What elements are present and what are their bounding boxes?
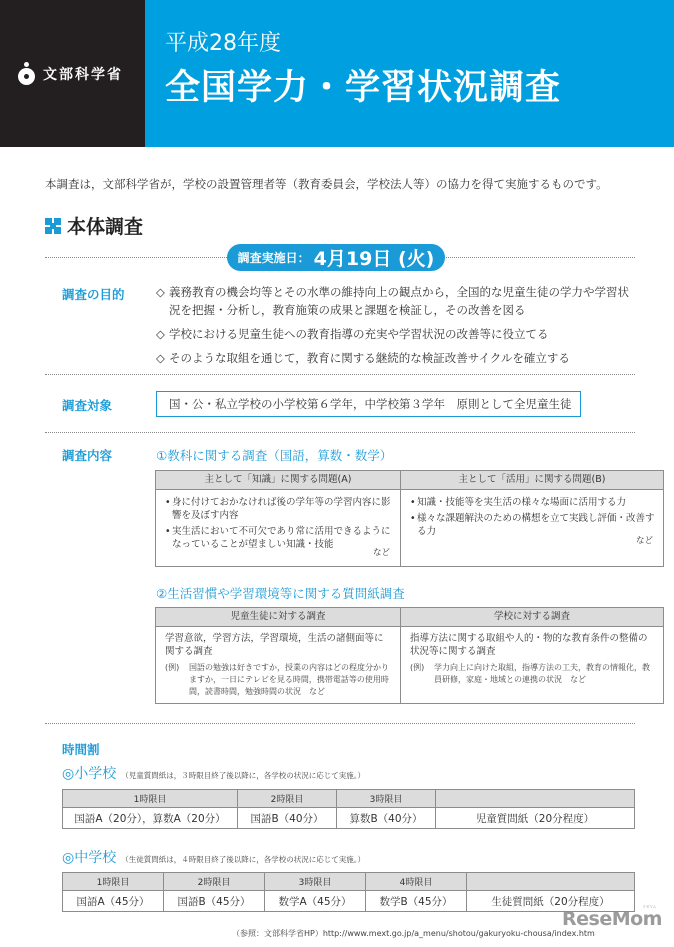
list-item: • 実生活において不可欠であり常に活用できるようになっていることが望ましい知識・技能 <box>165 526 391 550</box>
period-header: 4時限目 <box>366 873 467 891</box>
period-header: 2時限目 <box>164 873 265 891</box>
diamond-bullet-icon: ◇ <box>156 285 165 299</box>
divider <box>45 432 635 433</box>
mext-logo <box>0 0 145 147</box>
column-header: 主として「知識」に関する問題(A) <box>156 471 400 490</box>
purpose-list <box>156 283 636 373</box>
subject-survey-table <box>155 470 664 567</box>
table-column <box>400 608 663 703</box>
title-banner <box>145 0 674 147</box>
period-header: 3時限目 <box>265 873 366 891</box>
period-cell: 国語B（45分） <box>164 891 265 912</box>
example-text: 学力向上に向けた取組，指導方法の工夫，教育の情報化，教員研修，家庭・地域との連携の状況 など <box>434 663 650 684</box>
table-column <box>156 471 400 566</box>
intro-text: 本調査は，文部科学省が，学校の設置管理者等（教育委員会，学校法人等）の協力を得て実施するものです。 <box>45 177 608 191</box>
etc-suffix: など <box>635 536 653 546</box>
survey-description: 指導方法に関する取組や人的・物的な教育条件の整備の状況等に関する調査 <box>410 633 648 657</box>
purpose-label: 調査の目的 <box>62 287 125 302</box>
divider <box>45 374 635 375</box>
period-cell: 児童質問紙（20分程度） <box>436 808 635 829</box>
subject-survey-title: ①教科に関する調査（国語，算数・数学） <box>156 448 393 463</box>
elementary-timetable <box>62 789 635 829</box>
table-row <box>63 808 635 829</box>
period-header: 1時限目 <box>63 873 164 891</box>
divider <box>45 723 635 724</box>
junior-high-note: （生徒質問紙は，４時限目終了後以降に，各学校の状況に応じて実施。） <box>121 855 365 864</box>
period-header <box>436 790 635 808</box>
mext-emblem-icon <box>18 62 36 86</box>
column-header: 児童生徒に対する調査 <box>156 608 400 627</box>
questionnaire-title: ②生活習慣や学習環境等に関する質問紙調査 <box>156 586 405 601</box>
timetable-title: 時間割 <box>62 742 100 757</box>
elementary-heading <box>62 763 365 783</box>
period-cell: 数学B（45分） <box>366 891 467 912</box>
period-cell: 数学A（45分） <box>265 891 366 912</box>
list-item-text: 身に付けておかなければ後の学年等の学習内容に影響を及ぼす内容 <box>172 497 391 521</box>
column-header: 主として「活用」に関する問題(B) <box>401 471 663 490</box>
list-item-text: 実生活において不可欠であり常に活用できるようになっていることが望ましい知識・技能 <box>172 526 391 550</box>
purpose-item <box>156 349 636 367</box>
target-label: 調査対象 <box>62 398 113 413</box>
column-header: 学校に対する調査 <box>401 608 663 627</box>
diamond-bullet-icon: ◇ <box>156 351 165 365</box>
logo-text: 文部科学省 <box>43 66 123 83</box>
watermark-text: ReseMom <box>562 908 662 930</box>
section-title: 本体調査 <box>67 216 144 238</box>
example-label: (例) <box>410 663 425 672</box>
reference-link[interactable]: （参照：文部科学省HP）http://www.mext.go.jp/a_menu/shotou/gakuryoku-chousa/index.htm <box>232 929 595 938</box>
column-body <box>401 490 663 566</box>
purpose-item <box>156 283 636 319</box>
title-year: 平成28年度 <box>165 31 281 56</box>
elementary-note: （児童質問紙は，３時限目終了後以降に，各学校の状況に応じて実施。） <box>121 771 365 780</box>
table-column <box>156 608 400 703</box>
etc-suffix: など <box>372 548 390 558</box>
table-row <box>63 891 635 912</box>
period-header: 1時限目 <box>63 790 238 808</box>
date-label: 調査実施日： <box>237 251 310 265</box>
list-item-text: 知識・技能等を実生活の様々な場面に活用する力 <box>417 497 627 508</box>
junior-high-heading <box>62 847 365 867</box>
period-header: 3時限目 <box>337 790 436 808</box>
table-header-row <box>63 790 635 808</box>
page-title: 全国学力・学習状況調査 <box>165 68 562 108</box>
column-body <box>156 627 400 703</box>
period-cell: 国語A（20分），算数A（20分） <box>63 808 238 829</box>
list-item: • 知識・技能等を実生活の様々な場面に活用する力 <box>410 497 627 508</box>
page-header <box>0 0 674 147</box>
period-cell: 国語A（45分） <box>63 891 164 912</box>
list-item: • 様々な課題解決のための構想を立て実践し評価・改善する力 <box>410 513 655 537</box>
purpose-text: 義務教育の機会均等とその水準の維持向上の観点から，全国的な児童生徒の学力や学習状況を把握・分析し，教育施策の成果と課題を検証し，その改善を図る <box>169 285 629 317</box>
junior-high-timetable <box>62 872 635 912</box>
purpose-text: そのような取組を通じて，教育に関する継続的な検証改善サイクルを確立する <box>169 351 570 365</box>
content-label: 調査内容 <box>62 448 113 463</box>
date-value: 4月19日 (火) <box>313 248 435 270</box>
example <box>165 662 392 698</box>
section-heading <box>45 212 143 239</box>
watermark-kana: リセマム <box>642 904 656 909</box>
list-item: • 身に付けておかなければ後の学年等の学習内容に影響を及ぼす内容 <box>165 497 391 521</box>
junior-high-label: ◎中学校 <box>62 850 117 866</box>
column-body <box>156 490 400 566</box>
list-item-text: 様々な課題解決のための構想を立て実践し評価・改善する力 <box>417 513 655 537</box>
example <box>410 662 655 686</box>
cross-blocks-icon <box>45 218 61 234</box>
example-label: (例) <box>165 663 180 672</box>
purpose-text: 学校における児童生徒への教育指導の充実や学習状況の改善等に役立てる <box>169 327 549 341</box>
questionnaire-table <box>155 607 664 704</box>
target-box: 国・公・私立学校の小学校第６学年，中学校第３学年 原則として全児童生徒 <box>156 391 581 417</box>
diamond-bullet-icon: ◇ <box>156 327 165 341</box>
period-cell: 算数B（40分） <box>337 808 436 829</box>
table-header-row <box>63 873 635 891</box>
period-cell: 国語B（40分） <box>238 808 337 829</box>
resemom-watermark <box>562 904 662 930</box>
survey-date-badge <box>227 244 445 271</box>
survey-description: 学習意欲，学習方法，学習環境，生活の諸側面等に関する調査 <box>165 633 384 657</box>
period-header: 2時限目 <box>238 790 337 808</box>
period-cell: 生徒質問紙（20分程度） <box>467 891 635 912</box>
example-text: 国語の勉強は好きですか，授業の内容はどの程度分かりますか，一日にテレビを見る時間，携帯電話等の使用時間，読書時間，勉強時間の状況 など <box>189 663 389 696</box>
table-column <box>400 471 663 566</box>
column-body <box>401 627 663 703</box>
period-header <box>467 873 635 891</box>
elementary-label: ◎小学校 <box>62 766 117 782</box>
purpose-item <box>156 325 636 343</box>
